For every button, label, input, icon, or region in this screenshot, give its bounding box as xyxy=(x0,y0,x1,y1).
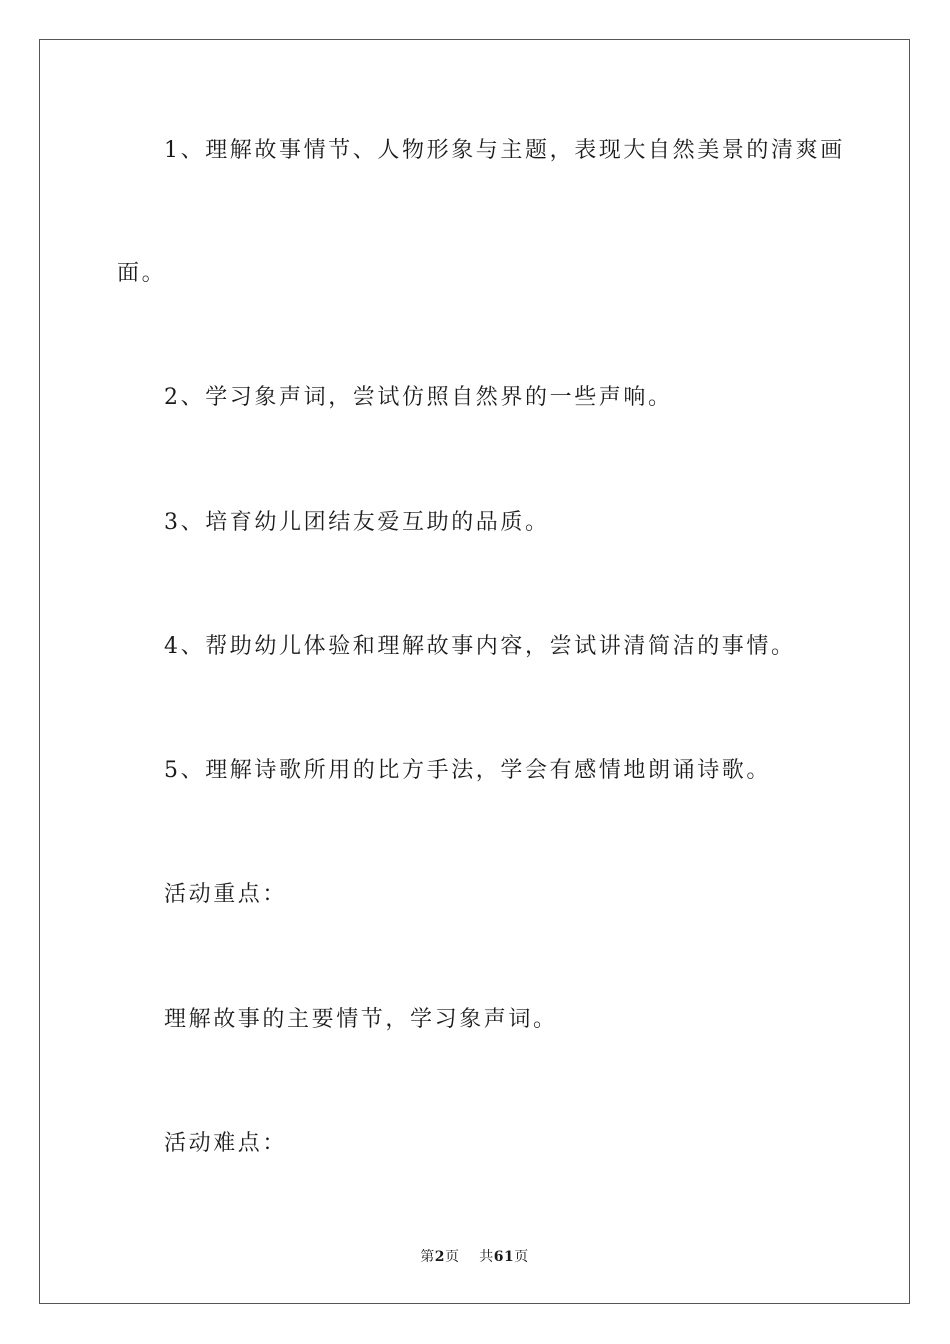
page-footer xyxy=(40,1247,909,1267)
paragraph-objective-2 xyxy=(40,383,950,413)
footer-total-pages: 61 xyxy=(493,1249,515,1265)
paragraph-objective-1-continued xyxy=(40,259,950,289)
paragraph-objective-3 xyxy=(40,508,950,538)
heading-key-point xyxy=(40,880,950,910)
paragraph-text: 4、帮助幼儿体验和理解故事内容，尝试讲清简洁的事情。 xyxy=(164,634,796,659)
paragraph-text: 1、理解故事情节、人物形象与主题，表现大自然美景的清爽画 xyxy=(164,138,845,163)
paragraph-key-point xyxy=(40,1005,950,1035)
footer-page-prefix: 第 xyxy=(420,1249,435,1265)
paragraph-objective-4 xyxy=(40,632,950,662)
footer-total-prefix: 共 xyxy=(479,1249,494,1265)
paragraph-objective-1 xyxy=(40,136,950,166)
heading-difficulty xyxy=(40,1129,950,1159)
paragraph-text: 理解故事的主要情节，学习象声词。 xyxy=(164,1007,558,1032)
footer-page-number: 2 xyxy=(434,1249,445,1265)
paragraph-text: 面。 xyxy=(117,261,167,286)
footer-total-suffix: 页 xyxy=(514,1249,529,1265)
heading-text: 活动重点： xyxy=(164,882,288,907)
footer-page-suffix: 页 xyxy=(444,1249,460,1265)
page-frame xyxy=(39,39,910,1304)
paragraph-text: 5、理解诗歌所用的比方手法，学会有感情地朗诵诗歌。 xyxy=(164,758,771,783)
paragraph-text: 3、培育幼儿团结友爱互助的品质。 xyxy=(164,510,550,535)
paragraph-text: 2、学习象声词，尝试仿照自然界的一些声响。 xyxy=(164,385,673,410)
heading-text: 活动难点： xyxy=(164,1131,288,1156)
paragraph-objective-5 xyxy=(40,756,950,786)
